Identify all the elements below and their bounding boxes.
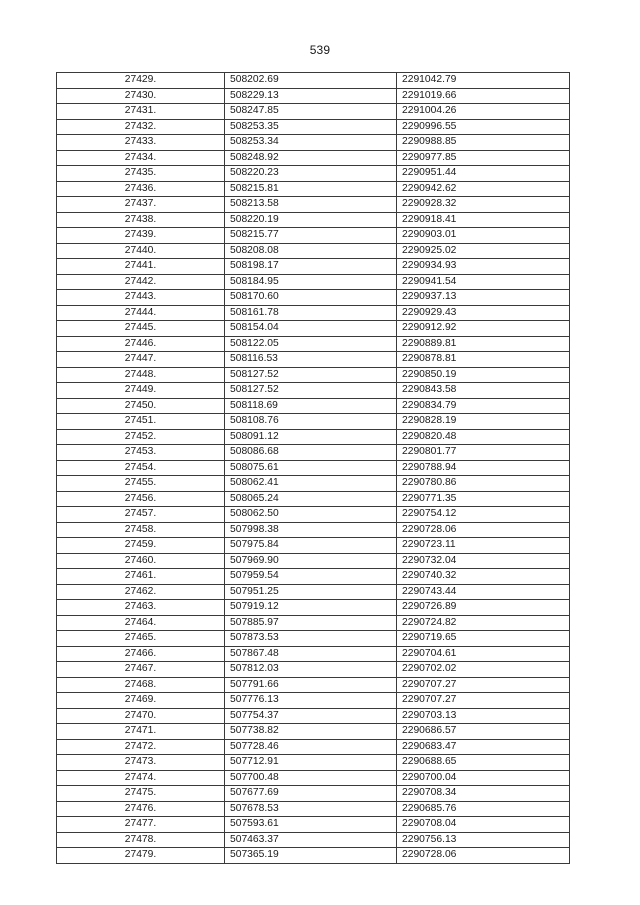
northing-cell: 2290726.89 — [397, 600, 570, 616]
point-index-cell: 27460. — [57, 553, 225, 569]
easting-cell: 507975.84 — [225, 538, 397, 554]
northing-cell: 2290683.47 — [397, 739, 570, 755]
page-number: 539 — [309, 43, 331, 57]
easting-cell: 508184.95 — [225, 274, 397, 290]
easting-cell: 508108.76 — [225, 414, 397, 430]
point-index-cell: 27431. — [57, 104, 225, 120]
easting-cell: 507873.53 — [225, 631, 397, 647]
easting-cell: 508248.92 — [225, 150, 397, 166]
easting-cell: 508253.34 — [225, 135, 397, 151]
easting-cell: 507463.37 — [225, 832, 397, 848]
easting-cell: 507919.12 — [225, 600, 397, 616]
point-index-cell: 27443. — [57, 290, 225, 306]
table-row — [57, 584, 570, 600]
point-index-cell: 27456. — [57, 491, 225, 507]
table-row — [57, 73, 570, 89]
table-row — [57, 553, 570, 569]
point-index-cell: 27435. — [57, 166, 225, 182]
northing-cell: 2290708.04 — [397, 817, 570, 833]
point-index-cell: 27479. — [57, 848, 225, 864]
point-index-cell: 27463. — [57, 600, 225, 616]
northing-cell: 2290889.81 — [397, 336, 570, 352]
easting-cell: 508127.52 — [225, 367, 397, 383]
point-index-cell: 27458. — [57, 522, 225, 538]
northing-cell: 2290743.44 — [397, 584, 570, 600]
table-row — [57, 476, 570, 492]
table-row — [57, 677, 570, 693]
point-index-cell: 27467. — [57, 662, 225, 678]
table-row — [57, 367, 570, 383]
easting-cell: 508118.69 — [225, 398, 397, 414]
northing-cell: 2290834.79 — [397, 398, 570, 414]
table-row — [57, 352, 570, 368]
table-row — [57, 305, 570, 321]
point-index-cell: 27477. — [57, 817, 225, 833]
easting-cell: 508075.61 — [225, 460, 397, 476]
point-index-cell: 27438. — [57, 212, 225, 228]
easting-cell: 507754.37 — [225, 708, 397, 724]
easting-cell: 507998.38 — [225, 522, 397, 538]
table-row — [57, 429, 570, 445]
point-index-cell: 27430. — [57, 88, 225, 104]
northing-cell: 2290740.32 — [397, 569, 570, 585]
point-index-cell: 27470. — [57, 708, 225, 724]
table-row — [57, 507, 570, 523]
point-index-cell: 27441. — [57, 259, 225, 275]
table-row — [57, 398, 570, 414]
point-index-cell: 27450. — [57, 398, 225, 414]
easting-cell: 508215.77 — [225, 228, 397, 244]
point-index-cell: 27455. — [57, 476, 225, 492]
point-index-cell: 27436. — [57, 181, 225, 197]
table-row — [57, 615, 570, 631]
easting-cell: 507738.82 — [225, 724, 397, 740]
northing-cell: 2291042.79 — [397, 73, 570, 89]
table-row — [57, 336, 570, 352]
northing-cell: 2290728.06 — [397, 848, 570, 864]
northing-cell: 2290702.02 — [397, 662, 570, 678]
easting-cell: 508215.81 — [225, 181, 397, 197]
easting-cell: 508220.19 — [225, 212, 397, 228]
northing-cell: 2290941.54 — [397, 274, 570, 290]
easting-cell: 508062.50 — [225, 507, 397, 523]
point-index-cell: 27474. — [57, 770, 225, 786]
table-row — [57, 104, 570, 120]
easting-cell: 507776.13 — [225, 693, 397, 709]
northing-cell: 2290756.13 — [397, 832, 570, 848]
easting-cell: 507365.19 — [225, 848, 397, 864]
table-row — [57, 290, 570, 306]
northing-cell: 2290732.04 — [397, 553, 570, 569]
easting-cell: 507728.46 — [225, 739, 397, 755]
table-row — [57, 383, 570, 399]
northing-cell: 2290788.94 — [397, 460, 570, 476]
easting-cell: 508229.13 — [225, 88, 397, 104]
easting-cell: 507969.90 — [225, 553, 397, 569]
point-index-cell: 27440. — [57, 243, 225, 259]
northing-cell: 2290878.81 — [397, 352, 570, 368]
northing-cell: 2290934.93 — [397, 259, 570, 275]
easting-cell: 508170.60 — [225, 290, 397, 306]
northing-cell: 2290925.02 — [397, 243, 570, 259]
point-index-cell: 27461. — [57, 569, 225, 585]
point-index-cell: 27444. — [57, 305, 225, 321]
northing-cell: 2290700.04 — [397, 770, 570, 786]
northing-cell: 2290688.65 — [397, 755, 570, 771]
point-index-cell: 27442. — [57, 274, 225, 290]
easting-cell: 508247.85 — [225, 104, 397, 120]
easting-cell: 507951.25 — [225, 584, 397, 600]
northing-cell: 2290850.19 — [397, 367, 570, 383]
point-index-cell: 27465. — [57, 631, 225, 647]
table-row — [57, 119, 570, 135]
table-row — [57, 801, 570, 817]
table-row — [57, 538, 570, 554]
easting-cell: 508161.78 — [225, 305, 397, 321]
easting-cell: 508116.53 — [225, 352, 397, 368]
northing-cell: 2290912.92 — [397, 321, 570, 337]
table-row — [57, 693, 570, 709]
easting-cell: 508198.17 — [225, 259, 397, 275]
easting-cell: 508220.23 — [225, 166, 397, 182]
table-row — [57, 770, 570, 786]
point-index-cell: 27459. — [57, 538, 225, 554]
easting-cell: 508253.35 — [225, 119, 397, 135]
northing-cell: 2290707.27 — [397, 693, 570, 709]
northing-cell: 2291019.66 — [397, 88, 570, 104]
point-index-cell: 27437. — [57, 197, 225, 213]
table-row — [57, 755, 570, 771]
northing-cell: 2290903.01 — [397, 228, 570, 244]
table-row — [57, 786, 570, 802]
easting-cell: 507867.48 — [225, 646, 397, 662]
northing-cell: 2290942.62 — [397, 181, 570, 197]
point-index-cell: 27452. — [57, 429, 225, 445]
easting-cell: 508213.58 — [225, 197, 397, 213]
table-row — [57, 522, 570, 538]
point-index-cell: 27429. — [57, 73, 225, 89]
northing-cell: 2290780.86 — [397, 476, 570, 492]
table-row — [57, 646, 570, 662]
point-index-cell: 27434. — [57, 150, 225, 166]
table-row — [57, 569, 570, 585]
northing-cell: 2290977.85 — [397, 150, 570, 166]
easting-cell: 507700.48 — [225, 770, 397, 786]
coordinates-table — [56, 72, 570, 864]
northing-cell: 2290820.48 — [397, 429, 570, 445]
northing-cell: 2290723.11 — [397, 538, 570, 554]
point-index-cell: 27432. — [57, 119, 225, 135]
northing-cell: 2290728.06 — [397, 522, 570, 538]
northing-cell: 2290704.61 — [397, 646, 570, 662]
easting-cell: 508086.68 — [225, 445, 397, 461]
table-body — [57, 73, 570, 864]
point-index-cell: 27446. — [57, 336, 225, 352]
table-row — [57, 414, 570, 430]
northing-cell: 2290771.35 — [397, 491, 570, 507]
table-row — [57, 848, 570, 864]
point-index-cell: 27464. — [57, 615, 225, 631]
northing-cell: 2290724.82 — [397, 615, 570, 631]
northing-cell: 2290686.57 — [397, 724, 570, 740]
point-index-cell: 27471. — [57, 724, 225, 740]
northing-cell: 2290828.19 — [397, 414, 570, 430]
point-index-cell: 27447. — [57, 352, 225, 368]
point-index-cell: 27476. — [57, 801, 225, 817]
point-index-cell: 27468. — [57, 677, 225, 693]
easting-cell: 507678.53 — [225, 801, 397, 817]
northing-cell: 2290928.32 — [397, 197, 570, 213]
point-index-cell: 27478. — [57, 832, 225, 848]
point-index-cell: 27457. — [57, 507, 225, 523]
northing-cell: 2290929.43 — [397, 305, 570, 321]
point-index-cell: 27475. — [57, 786, 225, 802]
point-index-cell: 27469. — [57, 693, 225, 709]
easting-cell: 508127.52 — [225, 383, 397, 399]
northing-cell: 2290937.13 — [397, 290, 570, 306]
northing-cell: 2290719.65 — [397, 631, 570, 647]
point-index-cell: 27454. — [57, 460, 225, 476]
easting-cell: 507712.91 — [225, 755, 397, 771]
point-index-cell: 27466. — [57, 646, 225, 662]
easting-cell: 508065.24 — [225, 491, 397, 507]
northing-cell: 2290707.27 — [397, 677, 570, 693]
table-row — [57, 631, 570, 647]
northing-cell: 2290754.12 — [397, 507, 570, 523]
table-row — [57, 491, 570, 507]
point-index-cell: 27453. — [57, 445, 225, 461]
easting-cell: 508122.05 — [225, 336, 397, 352]
point-index-cell: 27451. — [57, 414, 225, 430]
northing-cell: 2290685.76 — [397, 801, 570, 817]
point-index-cell: 27448. — [57, 367, 225, 383]
table-row — [57, 166, 570, 182]
table-row — [57, 445, 570, 461]
point-index-cell: 27462. — [57, 584, 225, 600]
point-index-cell: 27439. — [57, 228, 225, 244]
northing-cell: 2290801.77 — [397, 445, 570, 461]
table-row — [57, 197, 570, 213]
point-index-cell: 27473. — [57, 755, 225, 771]
easting-cell: 507812.03 — [225, 662, 397, 678]
northing-cell: 2290843.58 — [397, 383, 570, 399]
northing-cell: 2290951.44 — [397, 166, 570, 182]
table-row — [57, 259, 570, 275]
table-row — [57, 662, 570, 678]
table-row — [57, 817, 570, 833]
table-row — [57, 212, 570, 228]
table-row — [57, 274, 570, 290]
table-row — [57, 321, 570, 337]
northing-cell: 2291004.26 — [397, 104, 570, 120]
easting-cell: 507791.66 — [225, 677, 397, 693]
table-row — [57, 724, 570, 740]
point-index-cell: 27449. — [57, 383, 225, 399]
northing-cell: 2290918.41 — [397, 212, 570, 228]
easting-cell: 508208.08 — [225, 243, 397, 259]
easting-cell: 507885.97 — [225, 615, 397, 631]
northing-cell: 2290703.13 — [397, 708, 570, 724]
easting-cell: 508154.04 — [225, 321, 397, 337]
table-row — [57, 460, 570, 476]
easting-cell: 508091.12 — [225, 429, 397, 445]
northing-cell: 2290996.55 — [397, 119, 570, 135]
northing-cell: 2290988.85 — [397, 135, 570, 151]
point-index-cell: 27433. — [57, 135, 225, 151]
point-index-cell: 27472. — [57, 739, 225, 755]
northing-cell: 2290708.34 — [397, 786, 570, 802]
table-row — [57, 600, 570, 616]
easting-cell: 508202.69 — [225, 73, 397, 89]
easting-cell: 507593.61 — [225, 817, 397, 833]
table-row — [57, 243, 570, 259]
table-row — [57, 181, 570, 197]
easting-cell: 508062.41 — [225, 476, 397, 492]
point-index-cell: 27445. — [57, 321, 225, 337]
table-row — [57, 135, 570, 151]
table-row — [57, 832, 570, 848]
table-row — [57, 708, 570, 724]
easting-cell: 507959.54 — [225, 569, 397, 585]
easting-cell: 507677.69 — [225, 786, 397, 802]
table-row — [57, 150, 570, 166]
table-row — [57, 739, 570, 755]
table-row — [57, 228, 570, 244]
table-row — [57, 88, 570, 104]
